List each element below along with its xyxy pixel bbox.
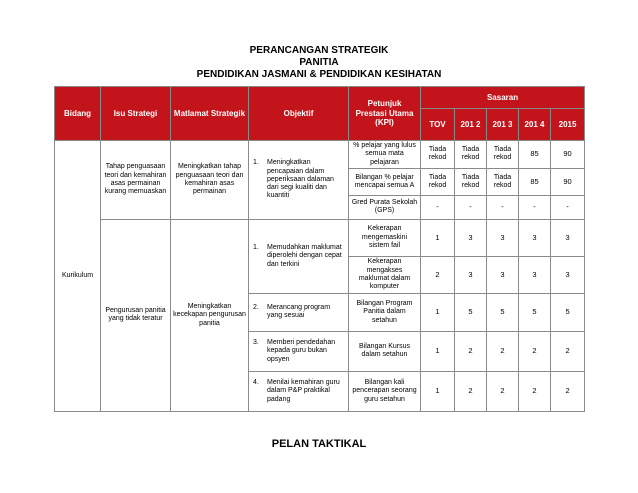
kpi-cell: Bilangan Kursus dalam setahun — [349, 331, 421, 371]
objektif-cell — [249, 141, 349, 220]
header-matlamat-strategik: Matlamat Strategik — [171, 87, 249, 141]
objektif-text: Merancang program yang sesuai — [267, 304, 331, 320]
value-cell: 2 — [487, 371, 519, 411]
objektif-number: 1. — [253, 159, 259, 167]
kpi-cell: Kekerapan mengemaskini sistem fail — [349, 219, 421, 256]
header-year: 2015 — [551, 109, 585, 141]
objektif-number: 4. — [253, 378, 259, 386]
isu-strategi-cell: Pengurusan panitia yang tidak teratur — [101, 219, 171, 411]
value-cell: - — [551, 195, 585, 219]
value-cell: Tiada rekod — [421, 141, 455, 169]
section-heading-pelan-taktikal: PELAN TAKTIKAL — [271, 438, 367, 450]
kpi-cell: Gred Purata Sekolah (GPS) — [349, 195, 421, 219]
value-cell: 3 — [455, 256, 487, 293]
value-cell: 2 — [551, 371, 585, 411]
document-subtitle: PANITIA — [299, 57, 339, 68]
objektif-text: Meningkatkan pencapaian dalam peperiksaan dalaman dari segi kualiti dan kuantiti — [267, 159, 334, 200]
value-cell: 3 — [519, 219, 551, 256]
header-year: TOV — [421, 109, 455, 141]
value-cell: 2 — [455, 371, 487, 411]
kpi-cell: Bilangan Program Panitia dalam setahun — [349, 293, 421, 331]
value-cell: 2 — [421, 256, 455, 293]
value-cell: 90 — [551, 141, 585, 169]
header-sasaran: Sasaran — [421, 87, 585, 109]
value-cell: 3 — [487, 219, 519, 256]
value-cell: Tiada rekod — [487, 141, 519, 169]
kpi-cell: % pelajar yang lulus semua mata pelajaran — [349, 141, 421, 169]
header-year: 201 4 — [519, 109, 551, 141]
value-cell: 90 — [551, 168, 585, 195]
value-cell: 85 — [519, 168, 551, 195]
value-cell: 2 — [519, 331, 551, 371]
header-isu-strategi: Isu Strategi — [101, 87, 171, 141]
header-objektif: Objektif — [249, 87, 349, 141]
value-cell: - — [487, 195, 519, 219]
value-cell: 2 — [455, 331, 487, 371]
objektif-cell — [249, 371, 349, 411]
value-cell: 3 — [519, 256, 551, 293]
kpi-cell: Kekerapan mengakses maklumat dalam komputer — [349, 256, 421, 293]
header-year: 201 2 — [455, 109, 487, 141]
value-cell: 85 — [519, 141, 551, 169]
value-cell: Tiada rekod — [487, 168, 519, 195]
value-cell: 1 — [421, 219, 455, 256]
value-cell: Tiada rekod — [455, 168, 487, 195]
objektif-cell — [249, 331, 349, 371]
value-cell: 1 — [421, 331, 455, 371]
objektif-number: 1. — [253, 243, 259, 251]
kpi-cell: Bilangan % pelajar mencapai semua A — [349, 168, 421, 195]
bidang-cell: Kurikulum — [55, 141, 101, 412]
kpi-cell: Bilangan kali pencerapan seorang guru setahun — [349, 371, 421, 411]
objektif-text: Menilai kemahiran guru dalam P&P praktikal padang — [267, 378, 340, 403]
value-cell: 3 — [551, 256, 585, 293]
document-subject: PENDIDIKAN JASMANI & PENDIDIKAN KESIHATAN — [196, 69, 442, 80]
strategic-plan-table — [54, 86, 585, 412]
value-cell: 2 — [551, 331, 585, 371]
isu-strategi-cell: Tahap penguasaan teori dan kemahiran asas permainan kurang memuaskan — [101, 141, 171, 220]
value-cell: 1 — [421, 293, 455, 331]
objektif-number: 2. — [253, 304, 259, 312]
objektif-text: Memudahkan maklumat diperolehi dengan cepat dan terkini — [267, 243, 342, 268]
value-cell: Tiada rekod — [421, 168, 455, 195]
header-bidang: Bidang — [55, 87, 101, 141]
value-cell: 3 — [487, 256, 519, 293]
value-cell: 3 — [551, 219, 585, 256]
objektif-text: Memberi pendedahan kepada guru bukan opsyen — [267, 338, 336, 363]
value-cell: 5 — [551, 293, 585, 331]
value-cell: Tiada rekod — [455, 141, 487, 169]
value-cell: 2 — [487, 331, 519, 371]
matlamat-cell: Meningkatkan tahap penguasaan teori dan kemahiran asas permainan — [171, 141, 249, 220]
value-cell: 5 — [519, 293, 551, 331]
header-year: 201 3 — [487, 109, 519, 141]
value-cell: 3 — [455, 219, 487, 256]
objektif-cell — [249, 219, 349, 293]
value-cell: - — [421, 195, 455, 219]
value-cell: 5 — [455, 293, 487, 331]
value-cell: - — [455, 195, 487, 219]
value-cell: 1 — [421, 371, 455, 411]
matlamat-cell: Meningkatkan kecekapan pengurusan panitia — [171, 219, 249, 411]
objektif-cell — [249, 293, 349, 331]
objektif-number: 3. — [253, 338, 259, 346]
header-kpi: Petunjuk Prestasi Utama (KPI) — [349, 87, 421, 141]
value-cell: 2 — [519, 371, 551, 411]
document-title: PERANCANGAN STRATEGIK — [249, 45, 389, 56]
value-cell: - — [519, 195, 551, 219]
value-cell: 5 — [487, 293, 519, 331]
